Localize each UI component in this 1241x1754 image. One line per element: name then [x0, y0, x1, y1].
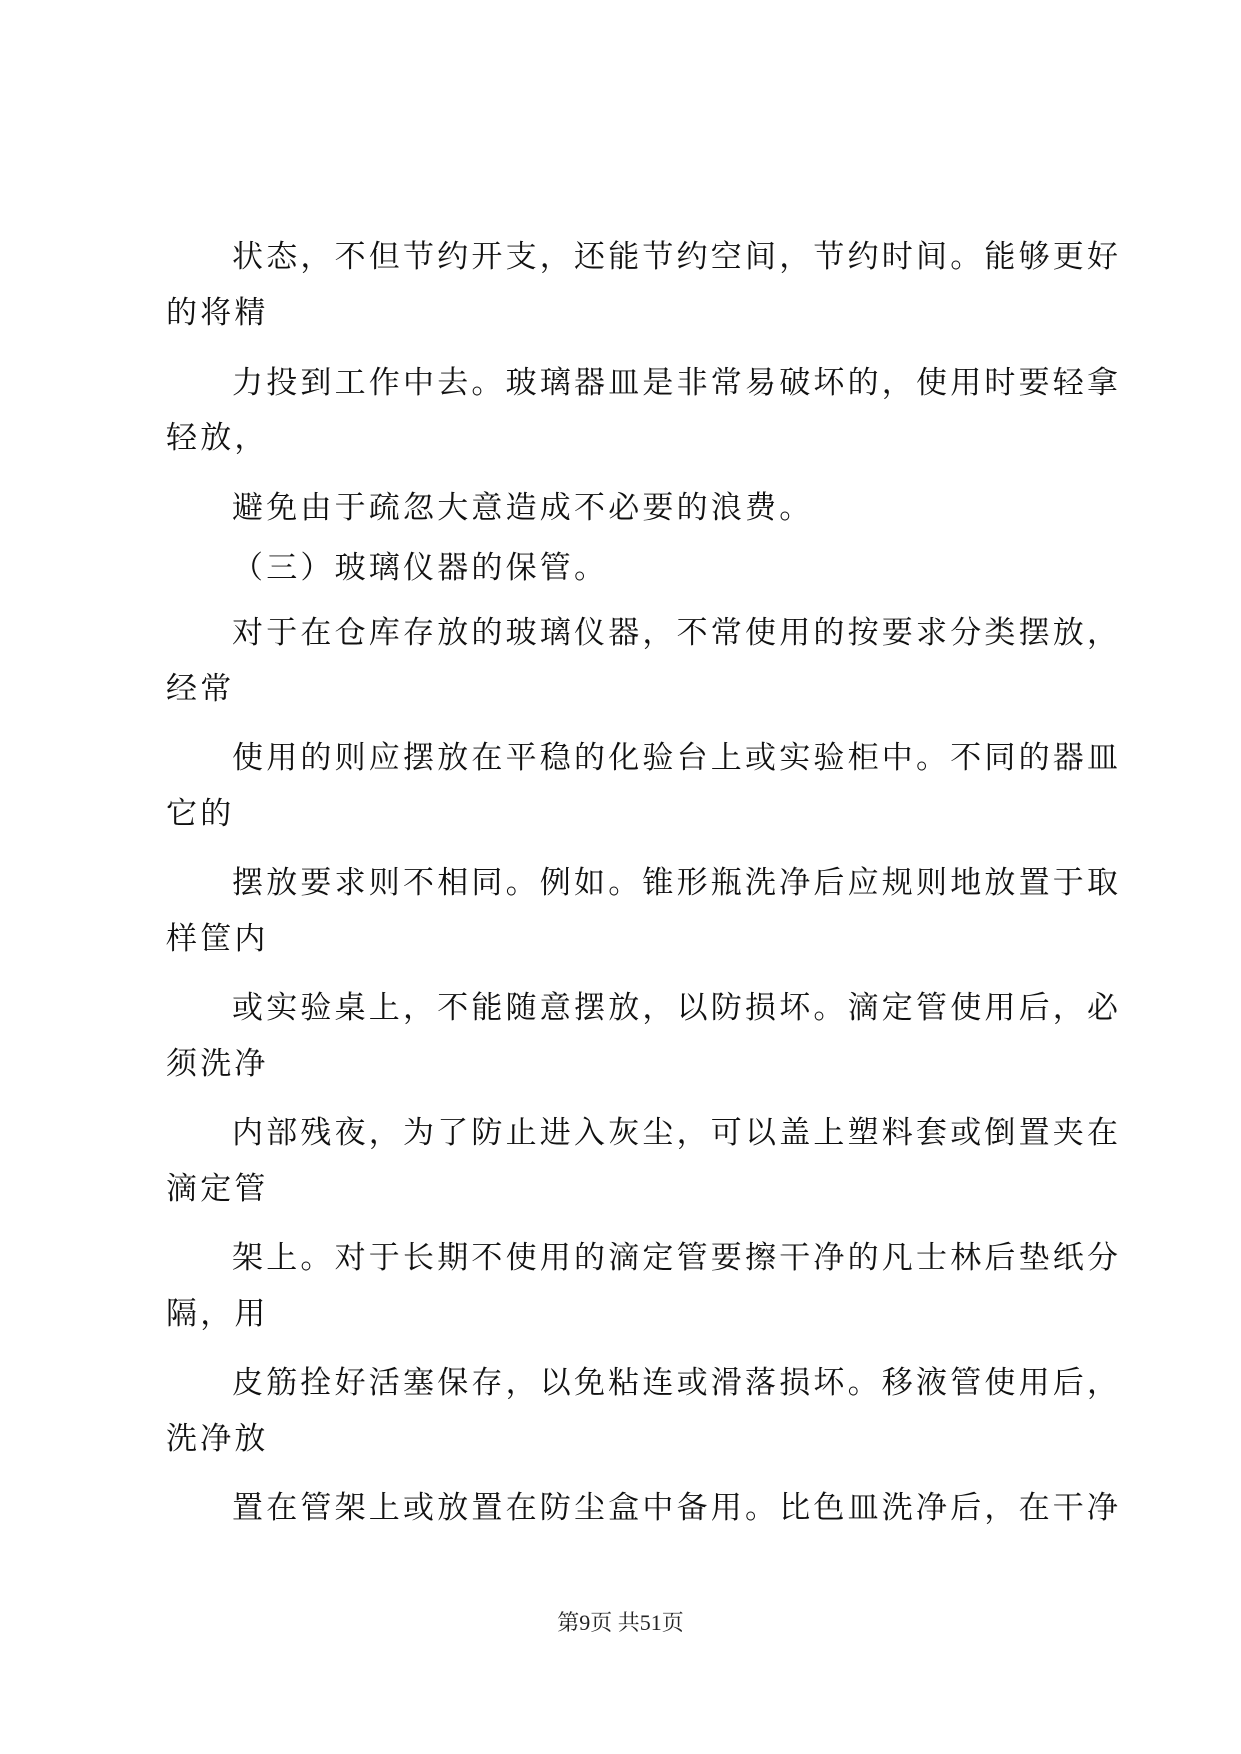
text-line: 力投到工作中去。玻璃器皿是非常易破坏的，使用时要轻拿 — [232, 365, 1122, 401]
text-line: 样筐内 — [166, 921, 269, 957]
text-line: 须洗净 — [166, 1046, 269, 1082]
text-line: 使用的则应摆放在平稳的化验台上或实验柜中。不同的器皿 — [232, 740, 1122, 776]
text-line: 状态，不但节约开支，还能节约空间，节约时间。能够更好 — [232, 239, 1122, 275]
text-line: 内部残夜，为了防止进入灰尘，可以盖上塑料套或倒置夹在 — [232, 1115, 1122, 1151]
text-line: 避免由于疏忽大意造成不必要的浪费。 — [232, 490, 814, 526]
text-line: 摆放要求则不相同。例如。锥形瓶洗净后应规则地放置于取 — [232, 865, 1122, 901]
text-line: 洗净放 — [166, 1421, 269, 1457]
section-heading: （三）玻璃仪器的保管。 — [232, 550, 609, 586]
text-line: 或实验桌上，不能随意摆放，以防损坏。滴定管使用后，必 — [232, 990, 1122, 1026]
text-line: 轻放， — [166, 420, 269, 456]
text-line: 皮筋拴好活塞保存，以免粘连或滑落损坏。移液管使用后， — [232, 1365, 1122, 1401]
text-line: 的将精 — [166, 295, 269, 331]
text-line: 它的 — [166, 796, 235, 832]
text-line: 滴定管 — [166, 1171, 269, 1207]
text-line: 经常 — [166, 671, 235, 707]
text-line: 架上。对于长期不使用的滴定管要擦干净的凡士林后垫纸分 — [232, 1240, 1122, 1276]
text-line: 置在管架上或放置在防尘盒中备用。比色皿洗净后，在干净 — [232, 1490, 1122, 1526]
text-line: 隔，用 — [166, 1296, 269, 1332]
page-number-footer: 第9页 共51页 — [557, 1610, 684, 1635]
text-line: 对于在仓库存放的玻璃仪器，不常使用的按要求分类摆放， — [232, 615, 1122, 651]
